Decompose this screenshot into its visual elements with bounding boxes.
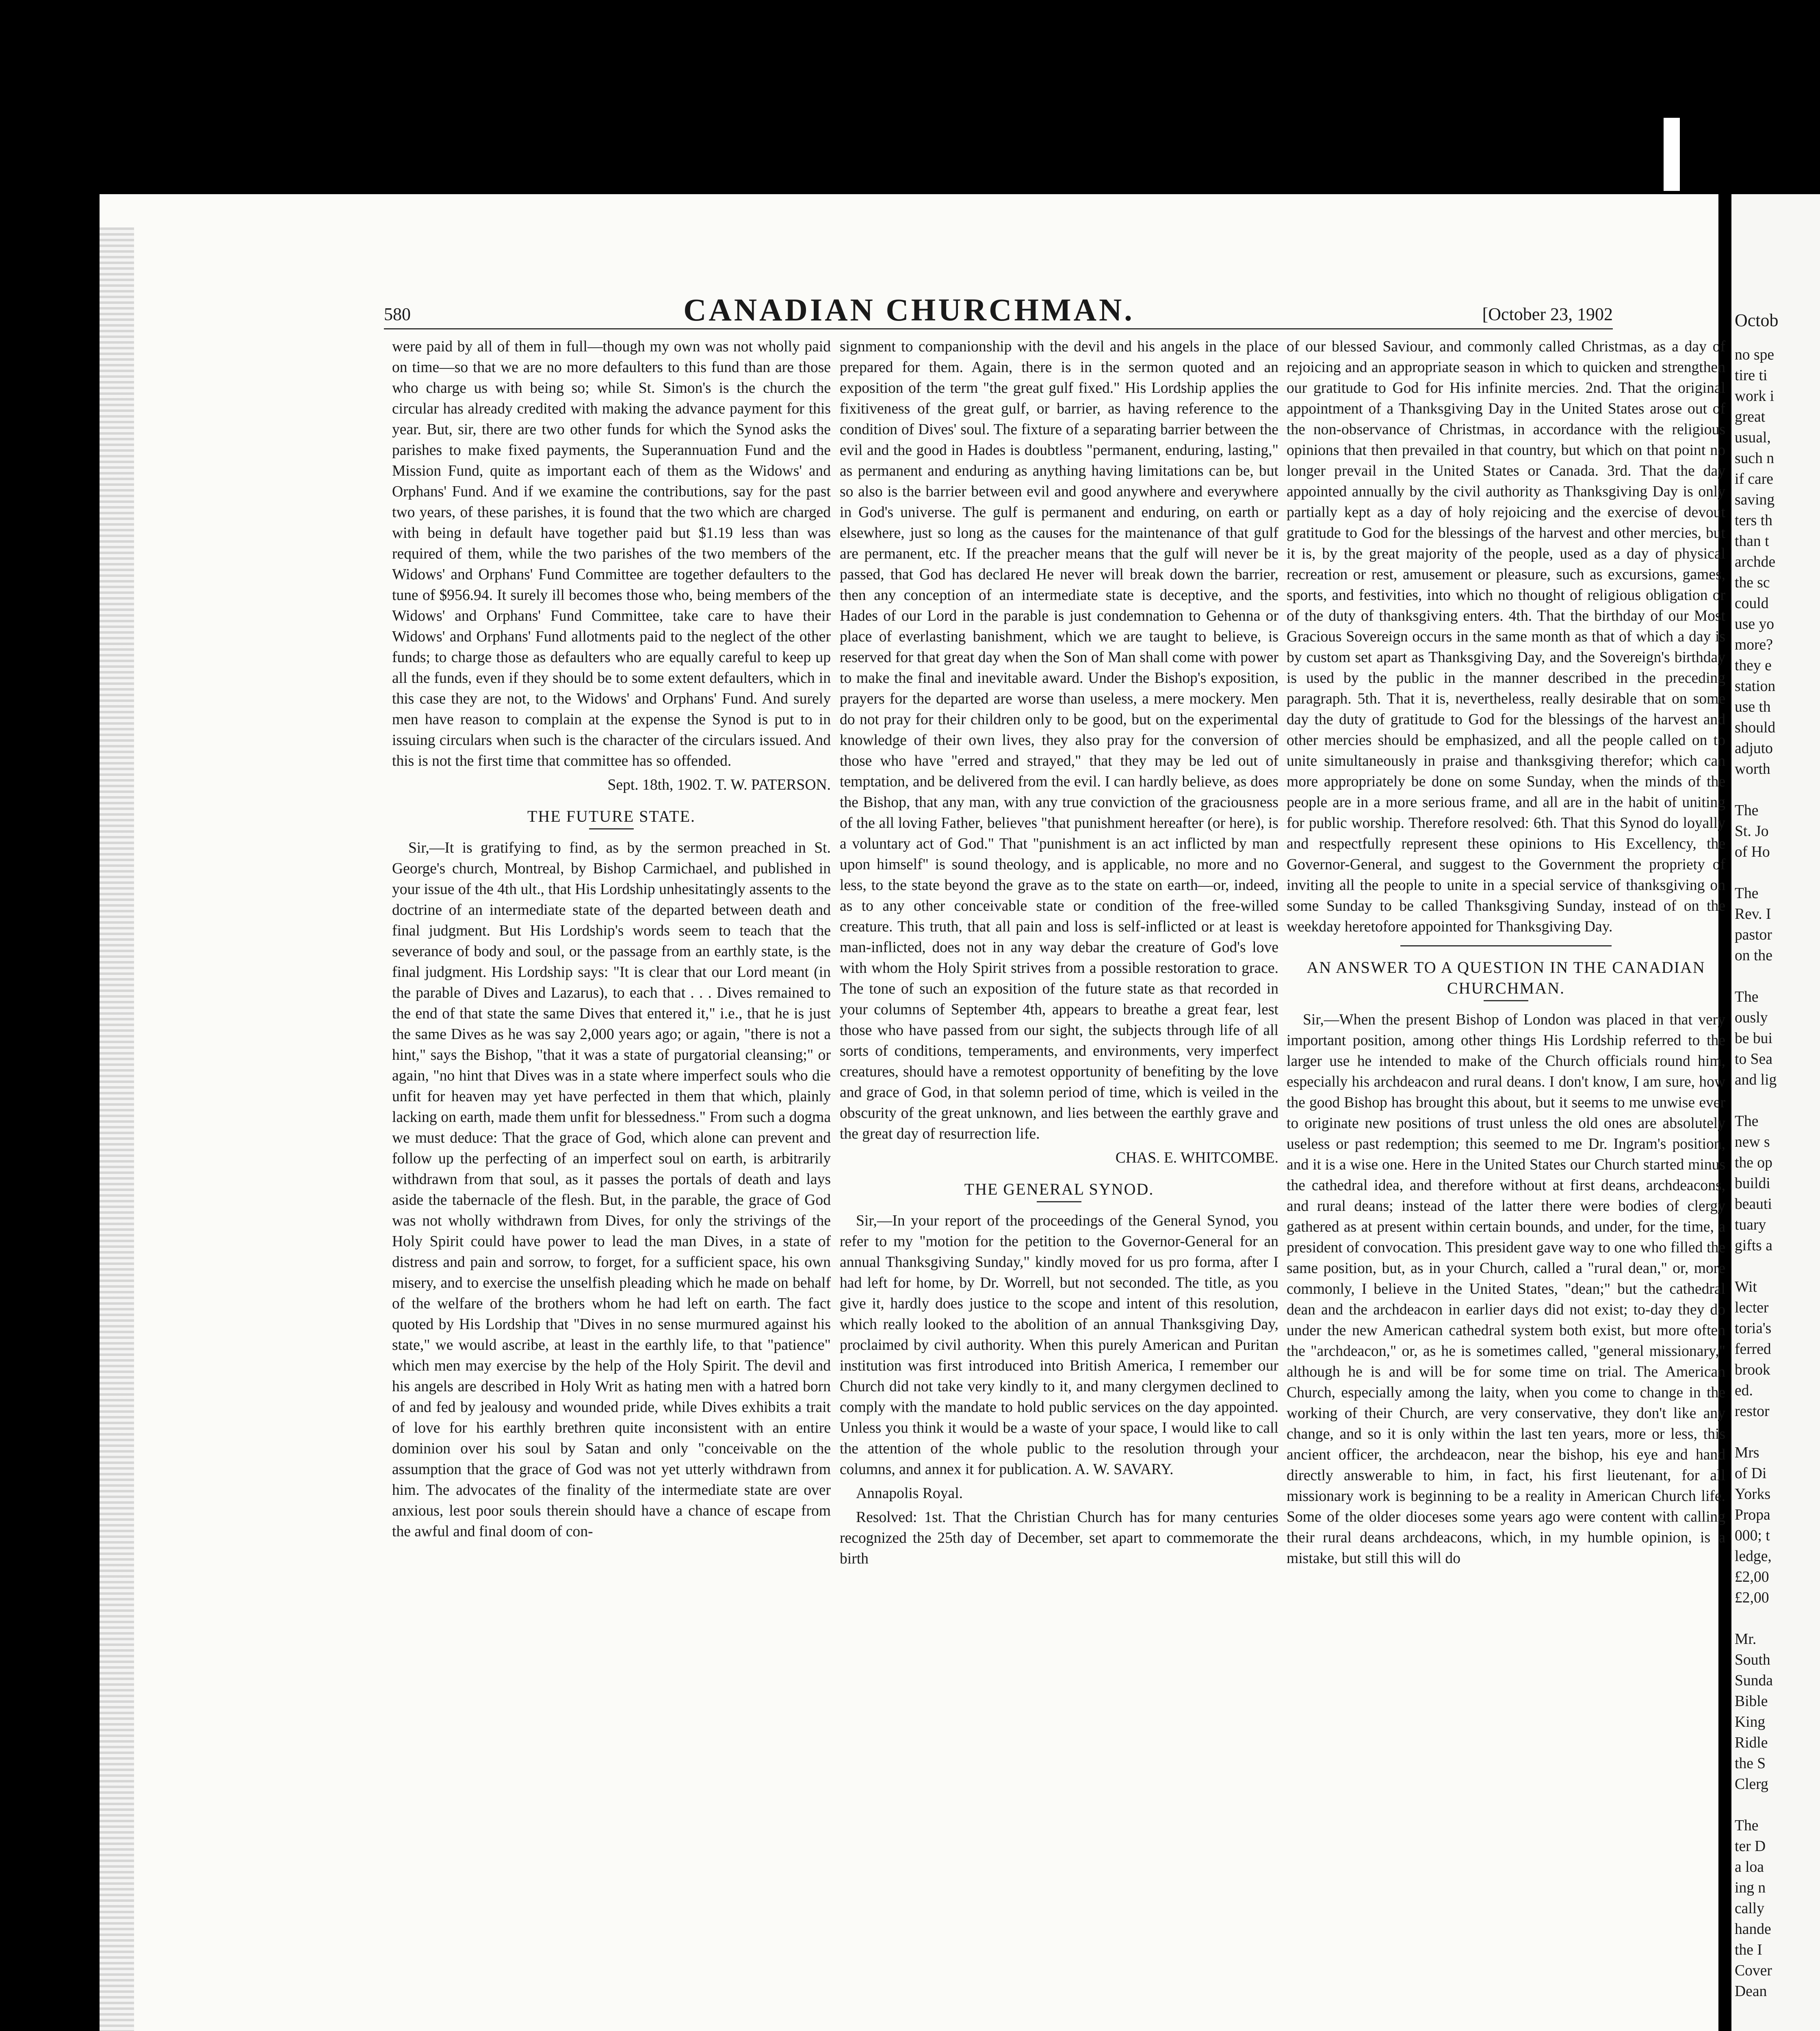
adjacent-page-line: cally: [1735, 1900, 1765, 1917]
adjacent-page-line: [1735, 1256, 1816, 1277]
adjacent-page-line: The: [1735, 802, 1759, 819]
adjacent-page-line: and lig: [1735, 1072, 1777, 1088]
adjacent-page-line: ter D: [1735, 1838, 1766, 1855]
header-rule: [384, 328, 1613, 329]
adjacent-page-line: great: [1735, 409, 1766, 425]
adjacent-page-line: than t: [1735, 533, 1769, 550]
adjacent-page-line: use th: [1735, 699, 1771, 715]
adjacent-page-line: station: [1735, 678, 1776, 695]
adjacent-page-line: [1735, 862, 1816, 883]
adjacent-page-line: ed.: [1735, 1382, 1753, 1399]
adjacent-page-line: such n: [1735, 450, 1774, 467]
adjacent-page-line: Ridle: [1735, 1734, 1768, 1751]
adjacent-page-line: Mr.: [1735, 1631, 1757, 1648]
adjacent-page-fragment: [1731, 194, 1820, 2031]
adjacent-page-line: [1735, 1795, 1816, 1815]
adjacent-page-line: ing n: [1735, 1879, 1766, 1896]
article-paragraph: of our blessed Saviour, and commonly called Christmas, as a day of rejoicing and an appropriate season in which to quicken and strengthen our gratitude to God for His infinite mercies. 2nd. That the original appointment of a Thanksgiving Day in the United States arose out of the non-observance of Christmas, in accordance with the religious opinions that then prevailed in that country, but which on that point no longer prevail in the United States or Canada. 3rd. That the day appointed annually by the civil authority as Thanksgiving Day is only partially kept as a day of holy rejoicing and the exercise of devout gratitude to God for the blessings of the harvest and other mercies, but it is, by the great majority of the people, used as a day of physical recreation or rest, amusement or pleasure, such as excursions, games, sports, and festivities, into which no thought of religious obligation or of the duty of thanksgiving enters. 4th. That the birthday of our Most Gracious Sovereign occurs in the same month as that of which a day is by custom set apart as Thanksgiving Day, and the Sovereign's birthday is used by the public in the manner described in the preceding paragraph. 5th. That it is, nevertheless, really desirable that on some day the duty of gratitude to God for the blessings of the harvest and other mercies should be emphasized, and all the people called on to unite simultaneously in praise and thanksgiving therefor; which can more appropriately be done on some Sunday, when the minds of the people are in a more serious frame, and all are in the habit of uniting for public worship. Therefore resolved: 6th. That this Synod do loyally and respectfully represent these opinions to His Excellency, the Governor-General, and suggest to the Government the propriety of inviting all the people to unite in a special service of thanksgiving on some Sunday to be called Thanksgiving Sunday, instead of on the weekday heretofore appointed for Thanksgiving Day.: [1287, 338, 1725, 935]
adjacent-page-line: archde: [1735, 554, 1776, 570]
adjacent-page-line: £2,00: [1735, 1569, 1769, 1585]
scan-marker-top: [1647, 118, 1696, 191]
adjacent-page-line: ledge,: [1735, 1548, 1772, 1565]
adjacent-page-line: saving: [1735, 492, 1775, 508]
adjacent-page-line: more?: [1735, 637, 1773, 653]
adjacent-page-line: on the: [1735, 947, 1772, 964]
adjacent-page-line: no spe: [1735, 346, 1774, 363]
adjacent-page-line: tuary: [1735, 1217, 1766, 1233]
adjacent-page-line: worth: [1735, 761, 1770, 777]
article-paragraph: Sir,—When the present Bishop of London was placed in that very important position, among other things His Lordship referred to the larger use he intended to make of the Church officials round him, especially his archdeacon and rural deans. I don't know, I am sure, how the good Bishop has brought this about, but it seems to me unwise ever to originate new positions of trust unless the old ones are absolutely useless or past redemption; this seemed to me Dr. Ingram's position, and it is a wise one. Here in the United States our Church started minus the cathedral idea, and therefore without at first deans, archdeacons, and rural deans; instead of the latter there were bodies of clergy gathered as at present within certain bounds, and under, for the time, a president of convocation. This president gave way to one who filled the same position, but, as in your Church, called a "rural dean," or, more commonly, I believe in the United States, "dean;" but the cathedral dean and the archdeacon in earlier days did not exist; to-day they do under the new American cathedral system both exist, but more often the "archdeacon," or, as he is sometimes called, "general missionary," although he is and will be for some time on trial. The American Church, especially among the laity, when you come to change in the working of their Church, are very conservative, they don't like any change, and so it is only within the last ten years, more or less, this ancient officer, the archdeacon, near the bishop, his eye and hand directly answerable to him, in fact, his first lieutenant, for all missionary work is beginning to be a reality in American Church life. Some of the older dioceses some years ago were content with calling their rural deans archdeacons, which, in my humble opinion, is a mistake, but still this will do: [1287, 1011, 1725, 1567]
adjacent-page-line: work i: [1735, 388, 1774, 405]
adjacent-page-line: lecter: [1735, 1299, 1769, 1316]
heading-rule: [1484, 1000, 1528, 1001]
adjacent-page-line: beauti: [1735, 1196, 1772, 1213]
adjacent-page-line: Bible: [1735, 1693, 1768, 1710]
adjacent-page-line: The: [1735, 989, 1759, 1005]
adjacent-page-line: pastor: [1735, 927, 1772, 943]
section-rule: [1400, 945, 1612, 946]
adjacent-page-line: a loa: [1735, 1859, 1764, 1875]
adjacent-page-line: the sc: [1735, 574, 1770, 591]
adjacent-page-line: toria's: [1735, 1320, 1772, 1337]
adjacent-page-line: Propa: [1735, 1507, 1770, 1523]
adjacent-page-line: of Ho: [1735, 844, 1770, 860]
column-1: [392, 336, 831, 1545]
article-paragraph: signment to companionship with the devil and his angels in the place prepared for them. Again, there is in the sermon quoted and an exposition of the term "the great gulf fixed." His Lordship applies the fixitiveness of the great gulf, or barrier, as having reference to the condition of Dives' soul. The fixture of a separating barrier between the evil and the good in Hades is doubtless "permanent, enduring, lasting," as permanent and enduring as anything having limitations can be, but so also is the barrier between evil and good anywhere and everywhere in God's universe. The gulf is permanent and enduring, on earth or elsewhere, just so long as the causes for the maintenance of that gulf are permanent, etc. If the preacher means that the gulf will never be passed, that God has declared He never will break down the barrier, then any conception of an intermediate state is deceptive, and the Hades of our Lord in the parable is just condemnation to Gehenna or place of everlasting banishment, which we are taught to believe, is reserved for that great day when the Son of Man shall come with power to make the final and inevitable award. Under the Bishop's exposition, prayers for the departed are worse than useless, a mere mockery. Men do not pray for their children only to be good, but on the experimental knowledge of their own lives, they also pray for the conversion of those who have "erred and strayed," that they may be led out of temptation, and be delivered from the evil. I can hardly believe, as does the Bishop, that any man, with any true conviction of the graciousness of the all loving Father, believes "that punishment hereafter (or here), is a voluntary act of God." That "punishment is an act inflicted by man upon himself" is sound theology, and is applicable, no more and no less, to the state beyond the grave as to the state on earth—or, indeed, as to any other conceivable state or condition of the free-willed creature. This truth, that all pain and loss is self-inflicted or at least is man-inflicted, does not in any way debar the creature of God's love with whom the Holy Spirit strives from a possible restoration to grace. The tone of such an exposition of the future state as that recorded in your columns of September 4th, appears to breathe a great fear, lest those who have passed from our sight, the subjects through life of all sorts of conditions, temperaments, and environments, very imperfect creatures, should have a remotest opportunity of benefiting by the love and grace of God, in that solemn period of time, which is veiled in the obscurity of the great unknown, and lies between the earthly grave and the great day of resurrection life.: [840, 338, 1278, 1142]
article-paragraph: Sir,—In your report of the proceedings of the General Synod, you refer to my "motion for the petition to the Governor-General for an annual Thanksgiving Sunday," kindly moved for us pro forma, after I had left for home, by Dr. Worrell, but not seconded. The title, as you give it, hardly does justice to the scope and intent of this resolution, which really looked to the abolition of an annual Thanksgiving Day, proclaimed by civil authority. When this purely American and Puritan institution was first introduced into British America, I remember our Church did not take very kindly to it, and many clergymen declined to comply with the mandate to hold public services on the day appointed. Unless you think it would be a waste of your space, I would like to call the attention of the whole public to the resolution through your columns, and annex it for publication. A. W. SAVARY.: [840, 1213, 1278, 1478]
adjacent-page-line: tire ti: [1735, 367, 1768, 384]
adjacent-page-header: Octob: [1735, 310, 1779, 330]
adjacent-page-line: brook: [1735, 1362, 1770, 1378]
adjacent-page-line: Dean: [1735, 1983, 1767, 2000]
letter-signature: Sept. 18th, 1902. T. W. PATERSON.: [607, 777, 831, 793]
adjacent-page-line: St. Jo: [1735, 823, 1769, 840]
letter-paragraph: were paid by all of them in full—though my own was not wholly paid on time—so that we are no more defaulters to this fund than are those who charge us with being so; while St. Simon's is the church the circular has already credited with making the advance payment for this year. But, sir, there are two other funds for which the Synod asks the parishes to make fixed payments, the Superannuation Fund and the Mission Fund, quite as important each of them as the Widows' and Orphans' Fund. And if we examine the contributions, say for the past two years, of these parishes, it is found that the two which are charged with being in default have together paid but $1.19 less than was required of them, while the two parishes of the two members of the Widows' and Orphans' Fund Committee are together defaulters to the tune of $956.94. It surely ill becomes those who, being members of the Widows' and Orphans' Fund Committee, take care to have their Widows' and Orphans' Fund allotments paid to the neglect of the other funds; to charge those as defaulters who are equally careful to keep up all the funds, even if they should be to some extent defaulters, which in this case they are not, to the Widows' and Orphans' Fund. And surely men have reason to complain at the expense the Synod is put to in issuing circulars when such is the character of the circulars issued. And this is not the first time that committee has so offended.: [392, 338, 831, 769]
adjacent-page-line: the op: [1735, 1154, 1772, 1171]
page-content: [100, 194, 1725, 2031]
article-heading: AN ANSWER TO A QUESTION IN THE CANADIAN CHURCHMAN.: [1306, 958, 1705, 997]
adjacent-page-line: the I: [1735, 1942, 1762, 1958]
letter-signature: CHAS. E. WHITCOMBE.: [1115, 1150, 1278, 1166]
place-line: Annapolis Royal.: [856, 1485, 963, 1502]
adjacent-page-line: Clerg: [1735, 1776, 1768, 1793]
adjacent-page-line: The: [1735, 885, 1759, 902]
adjacent-page-line: to Sea: [1735, 1051, 1772, 1067]
adjacent-page-line: new s: [1735, 1134, 1770, 1150]
adjacent-page-line: [1735, 779, 1816, 800]
article-paragraph: Sir,—It is gratifying to find, as by the sermon preached in St. George's church, Montreal, by Bishop Carmichael, and published in your issue of the 4th ult., that His Lordship unhesitatingly assents to the doctrine of an intermediate state of the departed between death and final judgment. But His Lordship's words seem to teach that the severance of body and soul, or the passage from an earthly state, is the final judgment. His Lordship says: "It is clear that our Lord meant (in the parable of Dives and Lazarus), to each that . . . Dives remained to the end of that state the same Dives that entered it," i.e., that he is just the same Dives as he was say 2,000 years ago; or again, "there is not a hint," says the Bishop, "that it was a state of purgatorial cleansing;" or again, "no hint that Dives was in a state where imperfect souls who die unfit for heaven may yet have perfected in them that which, plainly lacking on earth, made them unfit for blessedness." From such a dogma we must deduce: That the grace of God, which alone can prevent and follow up the perfecting of an imperfect soul on earth, is arbitrarily withdrawn from that soul, as it passes the portals of death and lays aside the tabernacle of the flesh. But, in the parable, the grace of God was not wholly withdrawn from Dives, for only the strivings of the Holy Spirit could have power to lead the man Dives, in a state of distress and pain and sorrow, to forget, for a sufficient space, his own misery, and to exercise the unselfish pleading which he made on behalf of the welfare of the brothers whom he had left on earth. The fact quoted by His Lordship that "Dives in no sense murmured against his state," we would ascribe, at least in the earthly life, to that "patience" which men may exercise by the help of the Holy Spirit. The devil and his angels are described in Holy Writ as hating men with a hatred born of and fed by jealousy and wounded pride, while Dives exhibits a trait of love for his earthly brethren quite inconsistent with an entire dominion over his soul by Satan and only "conceivable on the assumption that the grace of God was not yet utterly withdrawn from him. The advocates of the finality of the intermediate state are over anxious, lest poor souls therein should have a chance of escape from the awful and final doom of con-: [392, 840, 831, 1540]
page-number: 580: [384, 304, 411, 324]
page-header: [100, 292, 1718, 336]
adjacent-page-line: [1735, 1090, 1816, 1111]
adjacent-page-line: should: [1735, 719, 1776, 736]
adjacent-page-line: use yo: [1735, 616, 1774, 632]
adjacent-page-line: hande: [1735, 1921, 1771, 1938]
heading-rule: [589, 828, 634, 829]
adjacent-page-line: ters th: [1735, 512, 1772, 529]
issue-date: [October 23, 1902: [1482, 304, 1613, 324]
adjacent-page-line: could: [1735, 595, 1769, 612]
adjacent-page-line: The: [1735, 1817, 1759, 1834]
adjacent-page-line: South: [1735, 1652, 1770, 1668]
adjacent-page-line: they e: [1735, 657, 1772, 674]
adjacent-page-line: Wit: [1735, 1279, 1757, 1295]
journal-title: CANADIAN CHURCHMAN.: [683, 292, 1135, 327]
adjacent-page-line: buildi: [1735, 1175, 1770, 1192]
adjacent-page-line: if care: [1735, 471, 1773, 487]
adjacent-page-line: Sunda: [1735, 1672, 1773, 1689]
adjacent-page-line: Rev. I: [1735, 906, 1771, 922]
adjacent-page-line: ously: [1735, 1009, 1768, 1026]
adjacent-page-line: gifts a: [1735, 1237, 1772, 1254]
adjacent-page-line: The: [1735, 1113, 1759, 1130]
heading-rule: [1037, 1201, 1081, 1202]
adjacent-page-line: ferred: [1735, 1341, 1771, 1358]
adjacent-page-line: usual,: [1735, 429, 1771, 446]
adjacent-page-line: adjuto: [1735, 740, 1773, 757]
adjacent-page-line: of Di: [1735, 1465, 1767, 1482]
adjacent-page-line: [1735, 966, 1816, 987]
adjacent-page-line: £2,00: [1735, 1589, 1769, 1606]
adjacent-page-line: Cover: [1735, 1962, 1772, 1979]
resolution-paragraph: Resolved: 1st. That the Christian Church has for many centuries recognized the 25th day of December, set apart to commemorate the birth: [840, 1509, 1278, 1567]
adjacent-page-line: [1735, 1422, 1816, 1442]
column-3: [1287, 336, 1725, 1572]
adjacent-page-line: restor: [1735, 1403, 1770, 1420]
adjacent-page-line: Mrs: [1735, 1444, 1759, 1461]
adjacent-page-line: Yorks: [1735, 1486, 1771, 1503]
adjacent-page-line: King: [1735, 1714, 1766, 1730]
article-heading: THE FUTURE STATE.: [527, 807, 696, 825]
column-2: [840, 336, 1278, 1572]
adjacent-page-line: be bui: [1735, 1030, 1772, 1047]
adjacent-page-line: 000; t: [1735, 1527, 1770, 1544]
article-heading: THE GENERAL SYNOD.: [964, 1180, 1154, 1198]
adjacent-page-line: the S: [1735, 1755, 1766, 1772]
adjacent-page-text: [1735, 344, 1816, 2002]
adjacent-page-line: [1735, 1608, 1816, 1629]
